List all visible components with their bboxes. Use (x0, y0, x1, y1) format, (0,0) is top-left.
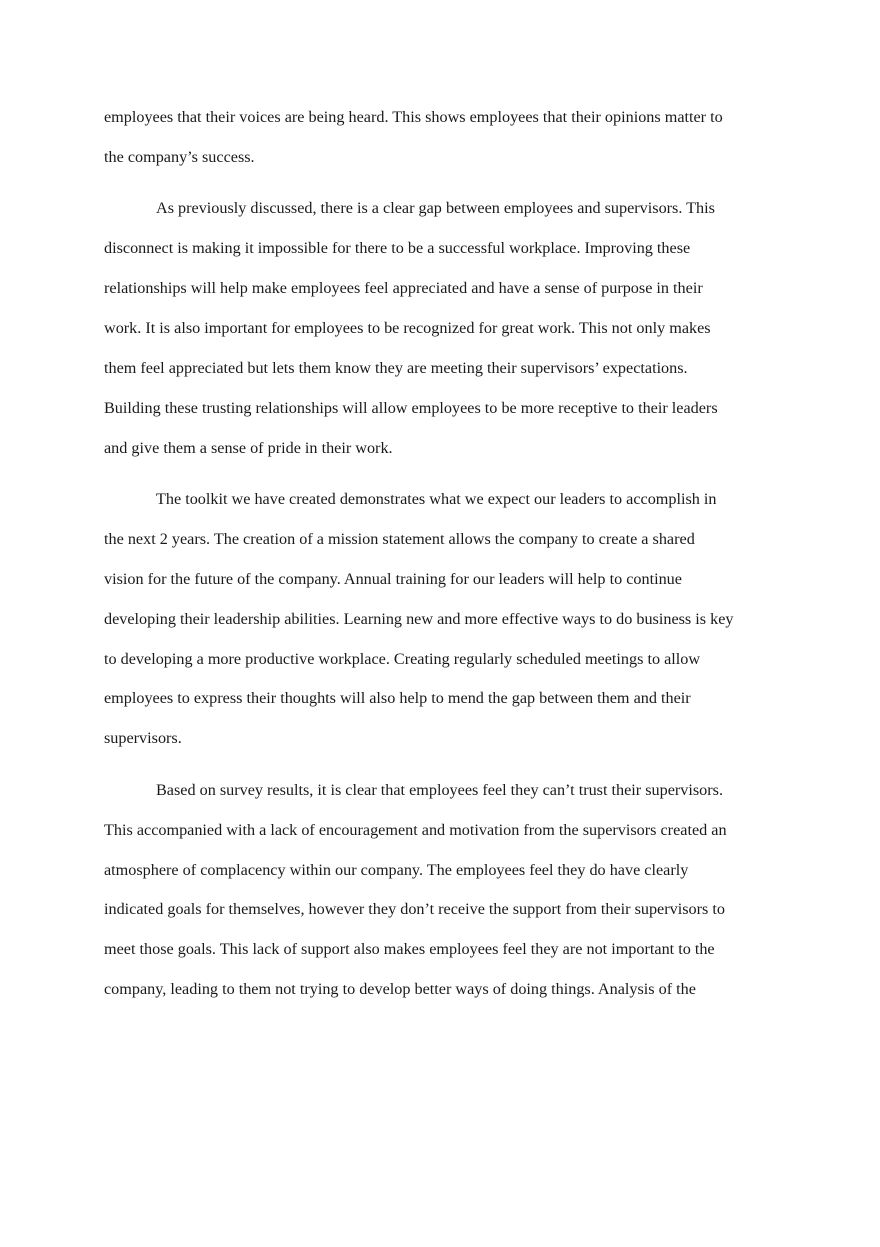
text-line: The toolkit we have created demonstrates what we expect our leaders to accomplish in (156, 490, 717, 509)
text-line: the next 2 years. The creation of a mission statement allows the company to create a shared (104, 529, 695, 548)
text-line: As previously discussed, there is a clear gap between employees and supervisors. This (156, 199, 715, 218)
text-line: them feel appreciated but lets them know they are meeting their supervisors’ expectations. (104, 358, 688, 377)
text-line: disconnect is making it impossible for there to be a successful workplace. Improving these (104, 239, 691, 258)
body-text (104, 98, 780, 1010)
text-line: meet those goals. This lack of support also makes employees feel they are not important to the (104, 940, 715, 959)
text-line: This accompanied with a lack of encouragement and motivation from the supervisors created an (104, 820, 727, 839)
text-line: employees to express their thoughts will also help to mend the gap between them and their (104, 689, 691, 708)
text-line: and give them a sense of pride in their work. (104, 438, 393, 457)
text-line: employees that their voices are being heard. This shows employees that their opinions matter to (104, 108, 723, 126)
text-line: relationships will help make employees feel appreciated and have a sense of purpose in their (104, 279, 703, 298)
text-line: company, leading to them not trying to develop better ways of doing things. Analysis of the (104, 980, 696, 999)
text-line: to developing a more productive workplace. Creating regularly scheduled meetings to allow (104, 649, 701, 668)
text-line: Building these trusting relationships will allow employees to be more receptive to their leaders (104, 398, 718, 417)
text-line: atmosphere of complacency within our company. The employees feel they do have clearly (104, 860, 689, 879)
text-line: the company’s success. (104, 147, 255, 166)
paragraph-1 (104, 98, 780, 178)
text-line: indicated goals for themselves, however they don’t receive the support from their supervisors to (104, 900, 725, 919)
paragraph-2 (104, 189, 780, 468)
paragraph-4 (104, 771, 780, 1010)
paragraph-3 (104, 480, 780, 759)
text-line: supervisors. (104, 729, 182, 748)
text-line: Based on survey results, it is clear that employees feel they can’t trust their supervisors. (156, 780, 724, 799)
text-line: work. It is also important for employees to be recognized for great work. This not only makes (104, 318, 711, 337)
text-line: developing their leadership abilities. Learning new and more effective ways to do business is key (104, 609, 734, 628)
text-line: vision for the future of the company. Annual training for our leaders will help to continue (104, 569, 682, 588)
